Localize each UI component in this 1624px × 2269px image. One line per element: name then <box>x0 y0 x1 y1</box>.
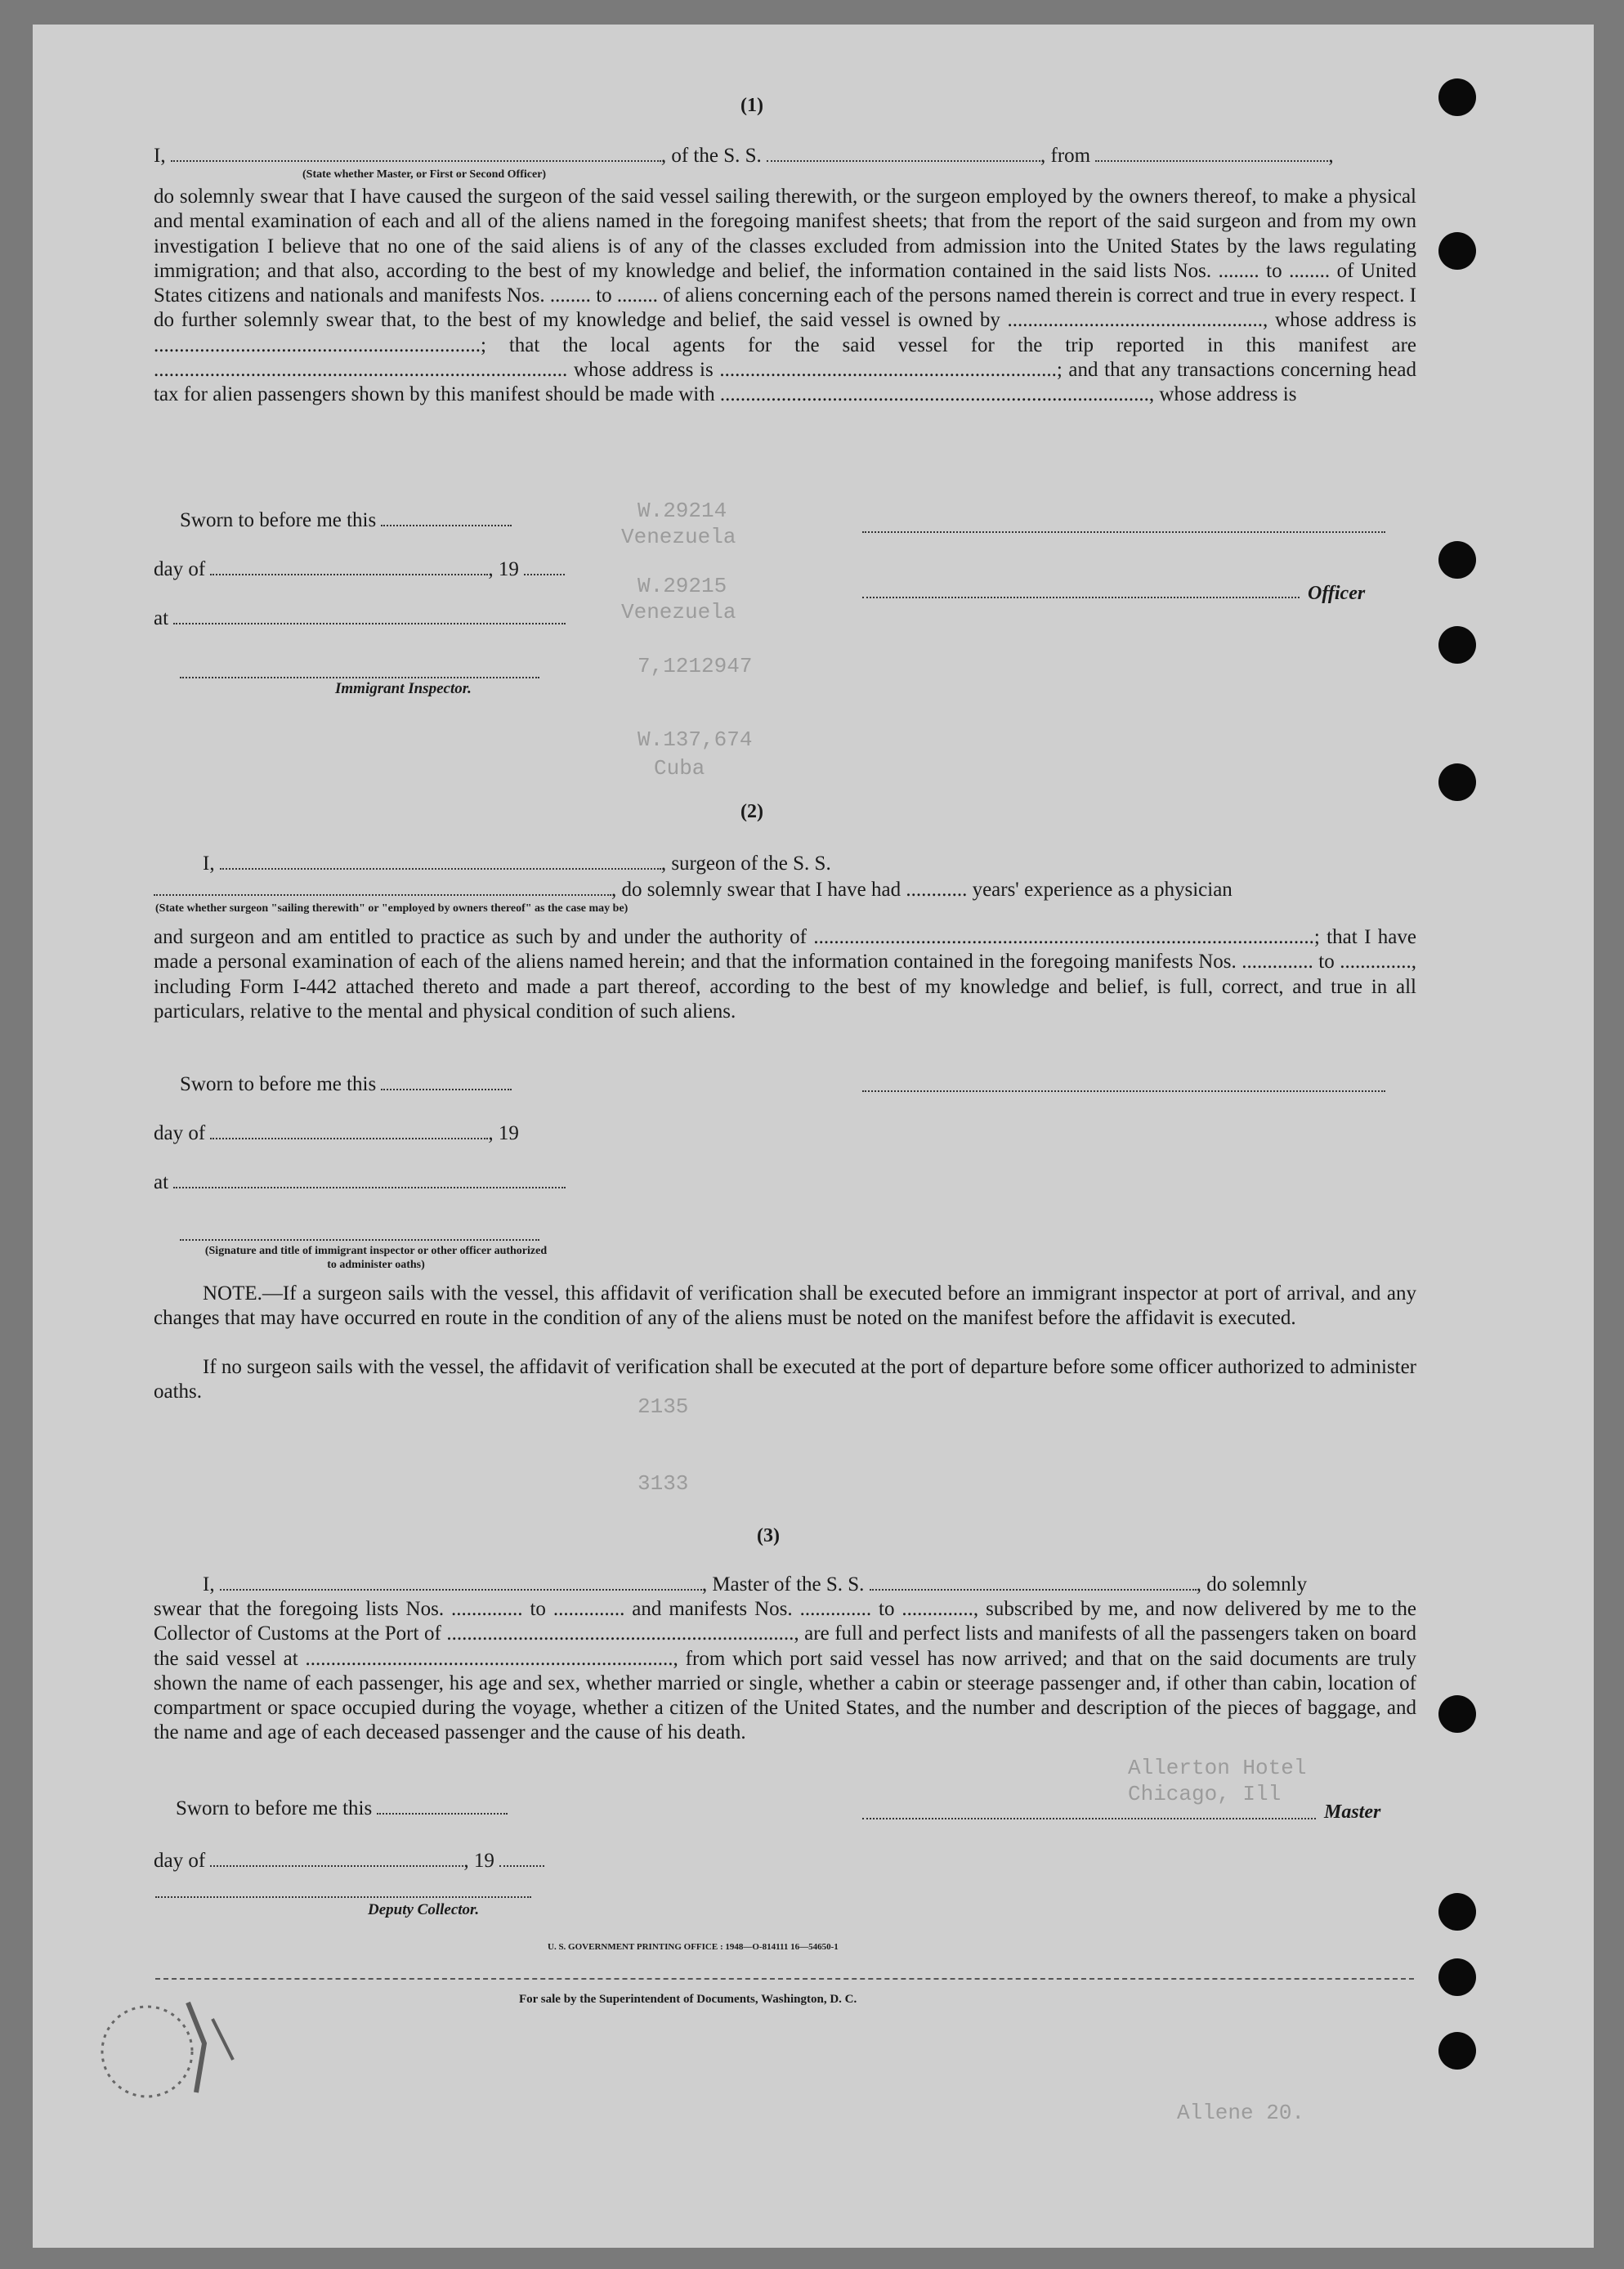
immigrant-inspector-label: Immigrant Inspector. <box>335 680 472 697</box>
for-sale-notice: For sale by the Superintendent of Documents, Washington, D. C. <box>519 1993 857 2006</box>
binder-hole <box>1438 78 1476 116</box>
footer-rule <box>155 1978 1414 1980</box>
bleed-through-text: Cuba <box>654 756 705 781</box>
bleed-through-text: 7,1212947 <box>638 654 753 678</box>
master-signature-line <box>862 1818 1316 1819</box>
bleed-through-text: 2135 <box>638 1394 689 1419</box>
section-1-at: at <box>154 606 1416 631</box>
binder-hole <box>1438 626 1476 664</box>
section-3-heading: (3) <box>757 1525 780 1546</box>
section-1-heading: (1) <box>740 95 763 116</box>
bleed-through-text: W.29214 <box>638 499 727 523</box>
section-1-affidavit-text: do solemnly swear that I have caused the surgeon of the said vessel sailing therewith, or the surgeon employed by the owners thereof, to make a physical and mental examination of each and all of the aliens named in the foregoing manifest sheets; that from the report of the said surgeon and from my own investigation I believe that no one of the said aliens is of any of the classes excluded from admission into the United States by the laws regulating immigration; and that also, according to the best of my knowledge and belief, the information contained in the said lists Nos. ........ to ........ of United States citizens and nationals and manifests Nos. ........ to ........ of aliens concerning each of the persons named therein is correct and true in every respect. I do further solemnly swear that, to the best of my knowledge and belief, the said vessel is owned by .................................................., whose address is ................................................................; that the local agents for the said vessel for the trip reported in this manifest are ................................................................................. whose address is ..................................................................; and that any transactions concerning head tax for alien passengers shown by this manifest should be made with ...................................................................................., whose address is <box>154 186 1416 406</box>
officer-signature-line <box>862 531 1385 533</box>
section-3-first-line: I, , Master of the S. S. , do solemnly <box>203 1573 1308 1595</box>
bleed-through-text: W.137,674 <box>638 727 753 752</box>
ink-stamp-smudge <box>90 1986 253 2117</box>
authorized-officer-signature-line <box>180 1239 539 1241</box>
section-3-sworn: Sworn to before me this <box>176 1797 1438 1821</box>
section-2-first-line: I, , surgeon of the S. S. <box>203 853 831 875</box>
binder-hole <box>1438 541 1476 579</box>
bleed-through-text: Allerton Hotel <box>1128 1756 1307 1780</box>
binder-hole <box>1438 763 1476 801</box>
section-2-affidavit-text: and surgeon and am entitled to practice as such by and under the authority of ..................................................................................................; that I have made a personal examination of each of the aliens named herein; and that the information contained in the foregoing manifests Nos. .............. to .............., including Form I-442 attached thereto and made a part thereof, according to the best of my knowledge and belief, is full, correct, and true in all particulars, relative to the mental and physical condition of such aliens. <box>154 926 1416 1023</box>
binder-hole <box>1438 1893 1476 1931</box>
section-3-affidavit-text: swear that the foregoing lists Nos. .............. to .............. and manifests Nos. .............. to .............., subscribed by me, and now delivered by me to the Collector of Customs at the Port of ...................................................................., are full and perfect lists and manifests of all the passengers taken on board the said vessel at ........................................................................, from which port said vessel has now arrived; and that on the said documents are truly shown the name of each passenger, his age and sex, whether married or single, whether a cabin or steerage passenger and, if other than cabin, location of compartment or space occupied during the voyage, whether a citizen of the United States, and the number and description of the pieces of baggage, and the name and age of each deceased passenger and the cause of his death. <box>154 1598 1416 1744</box>
section-1-officer-note: (State whether Master, or First or Second Officer) <box>302 168 547 181</box>
section-2-second-line: , do solemnly swear that I have had ............ years' experience as a physician <box>154 878 1416 902</box>
inspector-signature-line <box>180 677 539 678</box>
document-page <box>33 25 1594 2248</box>
deputy-collector-label: Deputy Collector. <box>368 1901 480 1918</box>
bleed-through-text: 3133 <box>638 1471 689 1496</box>
surgeon-signature-line <box>862 1090 1385 1092</box>
officer-title-line <box>862 597 1300 598</box>
bleed-through-text: Venezuela <box>621 525 736 549</box>
section-1-sworn: Sworn to before me this <box>180 508 1443 533</box>
printing-office-imprint: U. S. GOVERNMENT PRINTING OFFICE : 1948—O-814111 16—54650-1 <box>548 1942 839 1952</box>
section-2-sworn: Sworn to before me this <box>180 1072 1443 1097</box>
bleed-through-text: Chicago, Ill <box>1128 1782 1282 1806</box>
section-1-day-of: day of , 19 <box>154 557 1416 582</box>
section-2-at: at <box>154 1170 1416 1195</box>
section-2-day-of: day of , 19 <box>154 1122 519 1144</box>
section-3-day-of: day of , 19 <box>154 1849 1416 1873</box>
bleed-through-text: Venezuela <box>621 600 736 624</box>
note-paragraph-1: NOTE.—If a surgeon sails with the vessel, this affidavit of verification shall be executed before an immigrant inspector at port of arrival, and any changes that may have occurred en route in the condition of any of the aliens must be noted on the manifest before the affidavit is executed. <box>154 1282 1416 1330</box>
authorized-officer-note: (Signature and title of immigrant inspector or other officer authorized to administer oaths) <box>204 1245 548 1271</box>
bleed-through-text: W.29215 <box>638 574 727 598</box>
binder-hole <box>1438 1958 1476 1996</box>
binder-hole <box>1438 232 1476 270</box>
section-2-heading: (2) <box>740 801 763 822</box>
officer-label: Officer <box>1308 583 1366 604</box>
master-label: Master <box>1324 1801 1381 1823</box>
section-1-first-line: I, , of the S. S. , from , <box>154 145 1334 167</box>
section-2-surgeon-note: (State whether surgeon "sailing therewith" or "employed by owners thereof" as the case may be) <box>155 902 629 915</box>
deputy-collector-signature-line <box>155 1896 531 1898</box>
note-paragraph-2: If no surgeon sails with the vessel, the affidavit of verification shall be executed at the port of departure before some officer authorized to administer oaths. <box>154 1356 1416 1403</box>
bleed-through-text: Allene 20. <box>1177 2101 1305 2125</box>
binder-hole <box>1438 1695 1476 1733</box>
binder-hole <box>1438 2032 1476 2070</box>
